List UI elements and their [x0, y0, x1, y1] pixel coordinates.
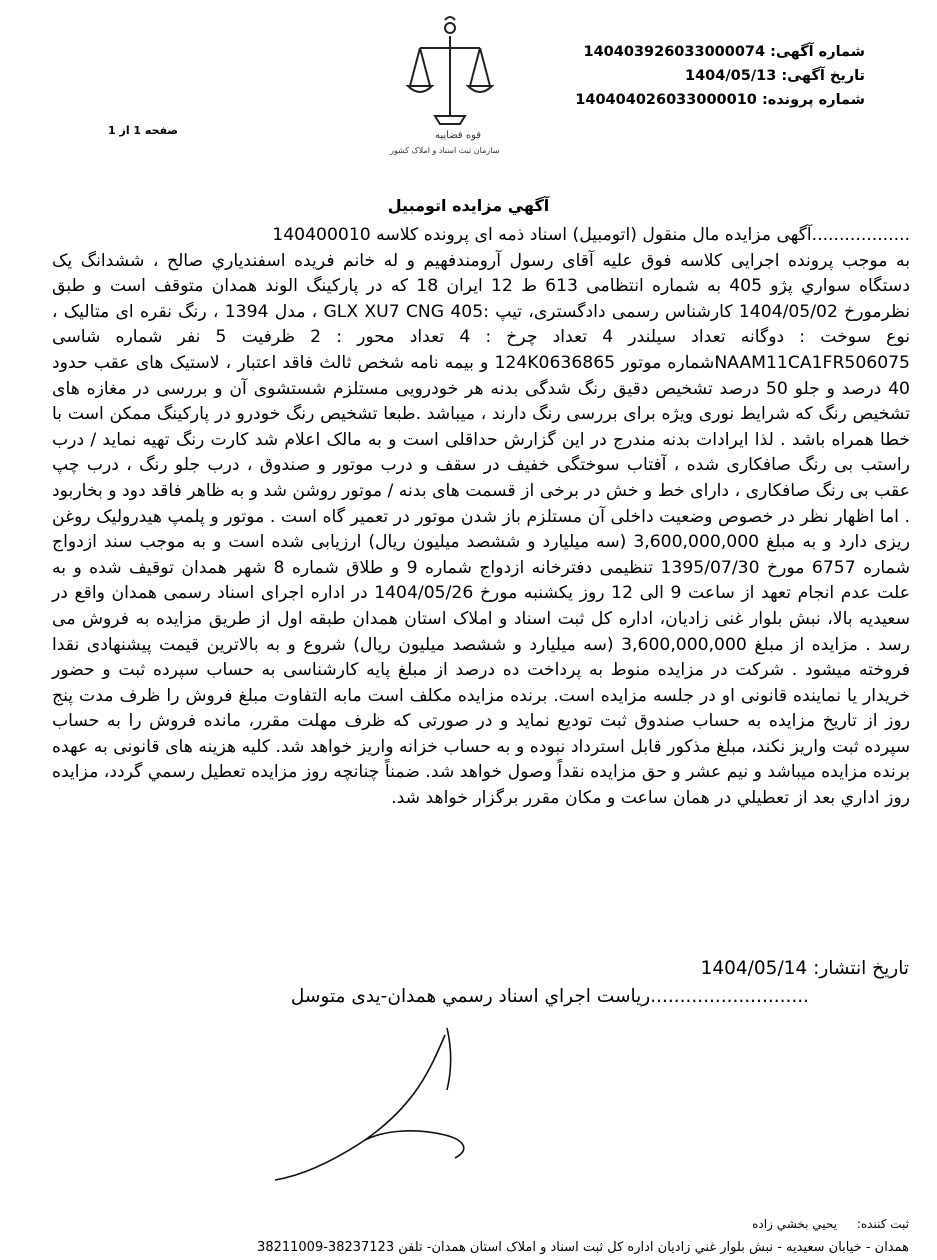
file-number: 14040402603300001‎0 — [575, 92, 757, 108]
notice-date-row — [505, 64, 865, 88]
emblem-text-top: قوه قضاییه — [435, 130, 482, 141]
signer: ...........................رياست اجراي اسناد رسمي همدان-يدی متوسل — [290, 986, 809, 1007]
signature-icon — [215, 1010, 555, 1210]
file-number-row — [505, 88, 865, 112]
registered-by-label: ثبت کننده: — [856, 1217, 909, 1231]
publish-date-label: تاریخ انتشار: — [813, 958, 909, 979]
body-paragraph-main: به موجب پرونده اجرایی کلاسه فوق علیه آقای رسول آرومندفهیم و له خانم فریده اسفندیاري صالح ، ششدانگ یک دستگاه سواري پژو 405 به شماره انتظامی 613 ط 12 ایران 18 که در پارکینگ الوند همدان متوقف است و طبق نظرمورخ 1404/05/02 کارشناس رسمی دادگستری، تیپ :GLX XU7 CNG 405 ، مدل 1394 ، رنگ نقره ای متالیک ، نوع سوخت : دوگانه تعداد سیلندر 4 تعداد چرخ : 4 تعداد محور : 2 ظرفیت 5 نفر شماره شاسی NAAM11CA1FR506075شماره موتور 124K0636865 و بیمه نامه شخص ثالث فاقد اعتبار ، لاستیک های عقب حدود 40 درصد و جلو 50 درصد تشخیص دقیق رنگ شدگی بدنه هر خودرویی مستلزم شستشوی آن و بررسی در مغازه های تشخیص رنگ که شرایط نوری ویژه برای بررسی رنگ دارند ، میباشد .طبعا تشخیص رنگ خودرو در پارکینگ ممکن است با خطا همراه باشد . لذا ایرادات بدنه مندرج در این گزارش حداقلی است و به مالک اعلام شد کارت رنگ تهیه نماید / درب راستب بی رنگ صافکاری شده ، آفتاب سوختگی خفیف در سقف و درب موتور و صندوق ، درب جلو رنگ ، درب چپ عقب بی رنگ صافکاری ، دارای خط و خش در برخی از قسمت های بدنه / موتور روشن شد و به ظاهر فاقد دود و بخاربود . اما اظهار نظر در خصوص وضعیت داخلی آن مستلزم باز شدن موتور در تعمیر گاه است . موتور و پلمپ هیدرولیک روغن ریزی دارد و به مبلغ 3,600,000,000 (سه میلیارد و ششصد میلیون ریال) ارزیابی شده است و به موجب سند ازدواج شماره 6757 مورخ 1395/07/30 تنظیمی دفترخانه ازدواج شماره 9 و طلاق شماره 8 شهر همدان توقیف شده و به علت عدم انجام تعهد از ساعت 9 الی 12 روز یکشنبه مورخ 1404/05/26 در اداره اجرای اسناد رسمی همدان واقع در سعیدیه بالا، نبش بلوار غنی زادیان، اداره کل ثبت اسناد و املاک استان همدان طبقه اول از طریق مزایده به فروش می رسد . مزایده از مبلغ 3,600,000,000 (سه میلیارد و ششصد میلیون ریال) شروع و به بالاترین قیمت پیشنهادی نقدا فروخته میشود . شرکت در مزایده منوط به پرداخت ده درصد از مبلغ پایه کارشناسی به حساب سپرده ثبت و حضور خریدار یا نماینده قانونی او در جلسه مزایده است. برنده مزایده مکلف است مابه التفاوت مبلغ فروش را ظرف مدت پنج روز از تاریخ مزایده به حساب صندوق ثبت تودیع نماید و در صورتی که ظرف مهلت مقرر، مانده فروش را به حساب سپرده ثبت واریز نکند، مبلغ مذکور قابل استرداد نبوده و به حساب خزانه واریز خواهد شد. کلیه هزینه های قانونی به عهده برنده مزایده میباشد و نیم عشر و حق مزایده نقداً وصول خواهد شد. ضمناً چنانچه روز مزایده تعطیل رسمي گردد، مزايده روز اداري بعد از تعطيلي در همان ساعت و مكان مقرر برگزار خواهد شد. — [52, 250, 911, 809]
notice-header — [505, 40, 865, 112]
notice-number-row — [505, 40, 865, 64]
registered-by-row — [752, 1217, 909, 1231]
notice-number-label: شماره آگهی: — [770, 44, 865, 60]
file-number-label: شماره پرونده: — [761, 92, 865, 108]
registered-by: يحيي بخشي زاده — [752, 1217, 838, 1231]
notice-body — [52, 223, 910, 812]
footer-address: همدان - خیابان سعیدیه - نبش بلوار غني زادیان اداره کل ثبت اسناد و املاک استان همدان- تلفن 38237123-38211009 — [257, 1240, 909, 1255]
emblem-text-bottom: سازمان ثبت اسناد و املاک کشور — [390, 146, 500, 155]
notice-date: 1404/05/13 — [685, 68, 777, 84]
notice-number: 14040392603300007‎4 — [583, 44, 766, 60]
page-number: صفحه 1 از 1 — [108, 124, 179, 137]
notice-date-label: تاریخ آگهی: — [781, 68, 865, 84]
publish-date-row — [701, 958, 909, 979]
body-paragraph-lead: ..................آگهی مزایده مال منقول (اتومبیل) اسناد ذمه ای پرونده کلاسه 140400010 — [272, 225, 910, 245]
publish-date: 1404/05/14 — [700, 958, 808, 979]
page-title: آگهي مزايده اتومبيل — [387, 196, 550, 215]
